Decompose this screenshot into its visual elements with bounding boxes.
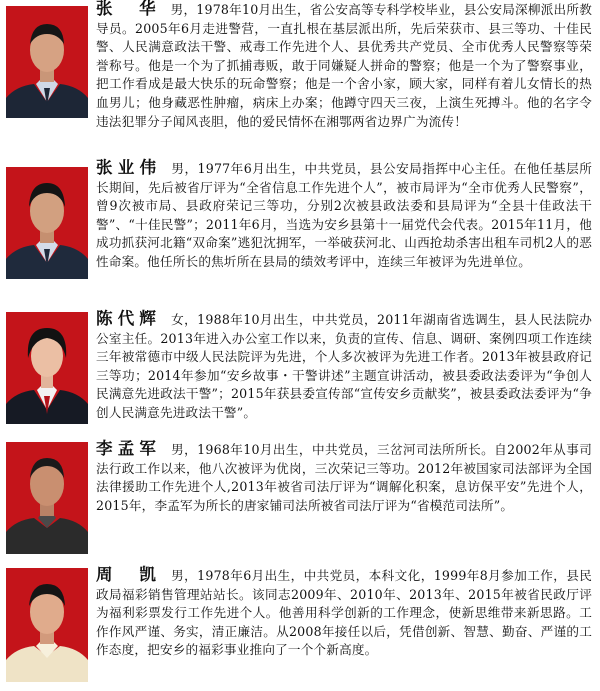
person-name: 周 凯 xyxy=(96,565,162,584)
portrait-police-man xyxy=(6,6,88,118)
portrait-photo xyxy=(6,442,88,554)
portrait-photo xyxy=(6,312,88,424)
profile-text xyxy=(96,440,592,515)
portrait-photo xyxy=(6,568,88,682)
portrait-man-shirt xyxy=(6,568,88,682)
person-bio: 女，1988年10月出生，中共党员，2011年湖南省选调生，县人民法院办公室主任。2013年进入办公室工作以来，负责的宣传、信息、调研、案例四项工作连续三年被常德市中级人民法院评为先进，个人多次被评为先进工作者。2013年被县政府记三等功；2014年参加“安乡故事・干警讲述”主题宣讲活动，被县委政法委评为“争创人民满意先进政法干警”；2015年获县委宣传部“宣传安乡贡献奖”，被县委政法委评为“争创人民满意先进政法干警”。 xyxy=(96,312,593,420)
person-bio: 男，1978年10月出生，省公安高等专科学校毕业，县公安局深柳派出所教导员。2005年6月走进警营，一直扎根在基层派出所，先后荣获市、县三等功、十佳民警、人民满意政法干警、戒毒工作先进个人、县优秀共产党员、全市优秀人民警察等荣誉称号。他是一个为了抓捕毒贩，敢于同嫌疑人拼命的警察；他是一个为了警察事业，把工作看成是最大快乐的玩命警察；他是一个舍小家，顾大家，同样有着儿女情长的热血男儿；他身藏恶性肿瘤，病床上办案；他蹲守四天三夜，上演生死搏斗。他的名字令违法犯罪分子闻风丧胆，他的爱民情怀在湘鄂两省边界广为流传！ xyxy=(96,2,592,129)
person-bio: 男，1977年6月出生，中共党员，县公安局指挥中心主任。在他任基层所长期间，先后被省厅评为“全省信息工作先进个人”，被市局评为“全市优秀人民警察”，曾9次被市局、县政府荣记三等功，分别2次被县政法委和县局评为“全县十佳政法干警”、“十佳民警”；2011年6月，当选为安乡县第十一届党代会代表。2015年11月，他成功抓获河北籍“双命案”逃犯沈拥军，一举破获河北、山西抢劫杀害出租车司机2人的恶性命案。他任所长的焦圻所在县局的绩效考评中，连续三年被评为先进单位。 xyxy=(96,161,592,269)
person-bio: 男，1978年6月出生，中共党员，本科文化，1999年8月参加工作，县民政局福彩销售管理站站长。该同志2009年、2010年、2013年、2015年被省民政厅评为福利彩票发行工作先进个人。他善用科学创新的工作理念，使新思维带来新思路。工作作风严谨、务实，清正廉洁。从2008年接任以后，凭借创新、智慧、勤奋、严谨的工作态度，把安乡的福彩事业推向了一个个新高度。 xyxy=(96,568,593,658)
portrait-court-woman xyxy=(6,312,88,424)
profile-text xyxy=(96,310,592,423)
person-name: 李孟军 xyxy=(96,439,162,458)
portrait-photo xyxy=(6,167,88,279)
profile-text xyxy=(96,159,592,272)
portrait-man-casual xyxy=(6,442,88,554)
person-bio: 男，1968年10月出生，中共党员，三岔河司法所所长。自2002年从事司法行政工作以来，他八次被评为优岗，三次荣记三等功。2012年被国家司法部评为全国法律援助工作先进个人,2013年被省司法厅评为“调解化积案，息访保平安”先进个人，2015年，李孟军为所长的唐家铺司法所被省司法厅评为“省模范司法所”。 xyxy=(96,442,593,513)
person-name: 张 华 xyxy=(96,0,161,18)
portrait-police-man xyxy=(6,167,88,279)
portrait-photo xyxy=(6,6,88,118)
person-name: 陈代辉 xyxy=(96,309,162,328)
profile-text xyxy=(96,0,592,131)
person-name: 张业伟 xyxy=(96,158,162,177)
profile-text xyxy=(96,566,592,660)
